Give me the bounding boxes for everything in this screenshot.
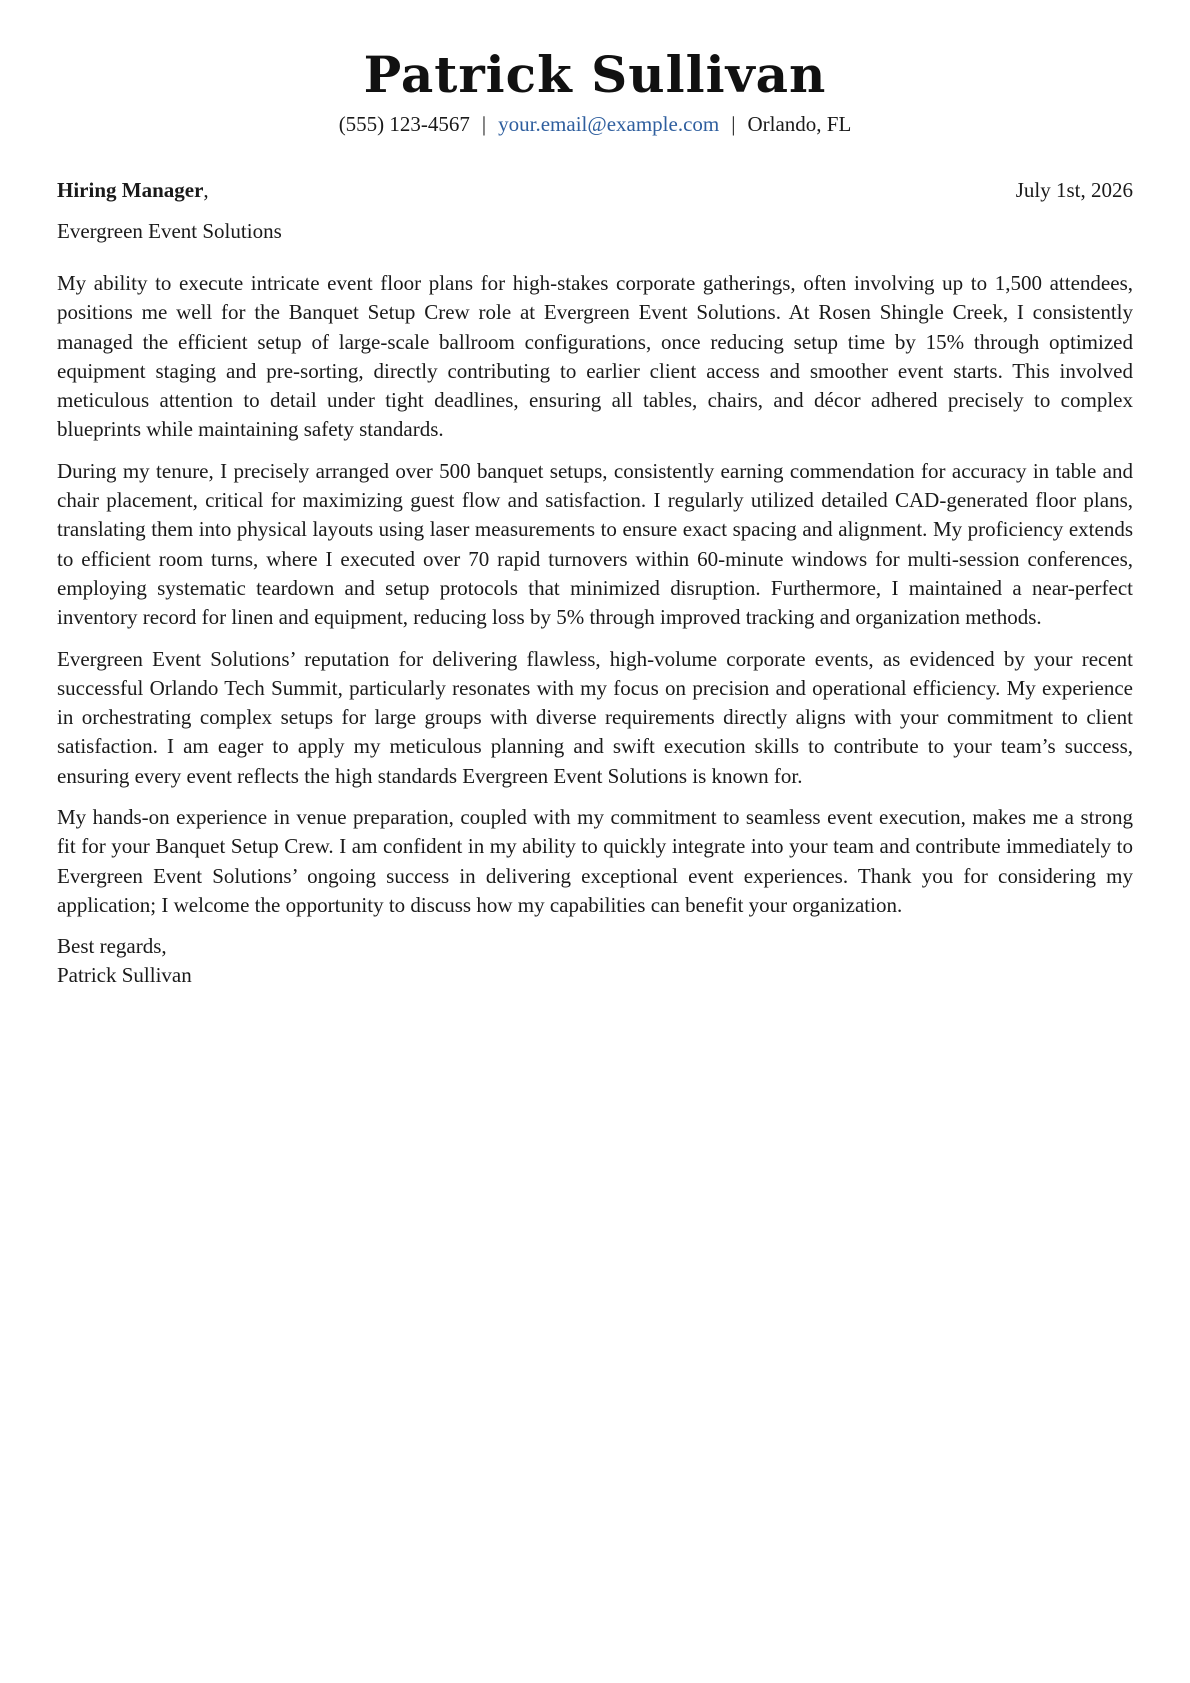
body-paragraph: Evergreen Event Solutions’ reputation for delivering flawless, high-volume corporate events, as evidenced by your recent successful Orlando Tech Summit, particularly resonates with my focus on precision and operational efficiency. My experience in orchestrating complex setups for large groups with diverse requirements directly aligns with your commitment to client satisfaction. I am eager to apply my meticulous planning and swift execution skills to contribute to your team’s success, ensuring every event reflects the high standards Evergreen Event Solutions is known for. <box>57 646 1133 788</box>
closing-signature: Patrick Sullivan <box>57 963 192 988</box>
body-paragraph: My hands-on experience in venue preparation, coupled with my commitment to seamless event execution, makes me a strong fit for your Banquet Setup Crew. I am confident in my ability to quickly integrate into your team and contribute immediately to Evergreen Event Solutions’ ongoing success in delivering exceptional event experiences. Thank you for considering my application; I welcome the opportunity to discuss how my capabilities can benefit your organization. <box>57 805 1133 917</box>
recipient-row <box>57 176 1133 205</box>
letter-body <box>57 176 1133 990</box>
location: Orlando, FL <box>747 112 852 136</box>
recipient-comma: , <box>203 178 209 202</box>
recipient-company: Evergreen Event Solutions <box>57 219 282 243</box>
letter-header <box>0 44 1190 138</box>
contact-separator: | <box>731 112 736 136</box>
recipient-line <box>57 176 209 205</box>
letter-closing <box>57 932 1133 990</box>
body-paragraph: My ability to execute intricate event floor plans for high-stakes corporate gatherings, often involving up to 1,500 attendees, positions me well for the Banquet Setup Crew role at Evergreen Event Solutions. At Rosen Shingle Creek, I consistently managed the efficient setup of large-scale ballroom configurations, once reducing setup time by 15% through optimized equipment staging and pre-sorting, directly contributing to earlier client access and smoother event starts. This involved meticulous attention to detail under tight deadlines, ensuring all tables, chairs, and décor adhered precisely to complex blueprints while maintaining safety standards. <box>57 271 1133 442</box>
phone-number: (555) 123-4567 <box>338 112 470 136</box>
body-paragraph: During my tenure, I precisely arranged over 500 banquet setups, consistently earning commendation for accuracy in table and chair placement, critical for maximizing guest flow and satisfaction. I regularly utilized detailed CAD-generated floor plans, translating them into physical layouts using laser measurements to ensure exact spacing and alignment. My proficiency extends to efficient room turns, where I executed over 70 rapid turnovers within 60-minute windows for multi-session conferences, employing systematic teardown and setup protocols that minimized disruption. Furthermore, I maintained a near-perfect inventory record for linen and equipment, reducing loss by 5% through improved tracking and organization methods. <box>57 458 1133 630</box>
recipient-name: Hiring Manager <box>57 178 204 202</box>
email-link[interactable]: your.email@example.com <box>498 112 720 136</box>
letter-date: July 1st, 2026 <box>1015 178 1133 202</box>
contact-separator: | <box>481 112 487 136</box>
applicant-name: Patrick Sullivan <box>363 45 827 104</box>
contact-line <box>0 110 1190 138</box>
closing-salutation: Best regards, <box>57 934 167 959</box>
